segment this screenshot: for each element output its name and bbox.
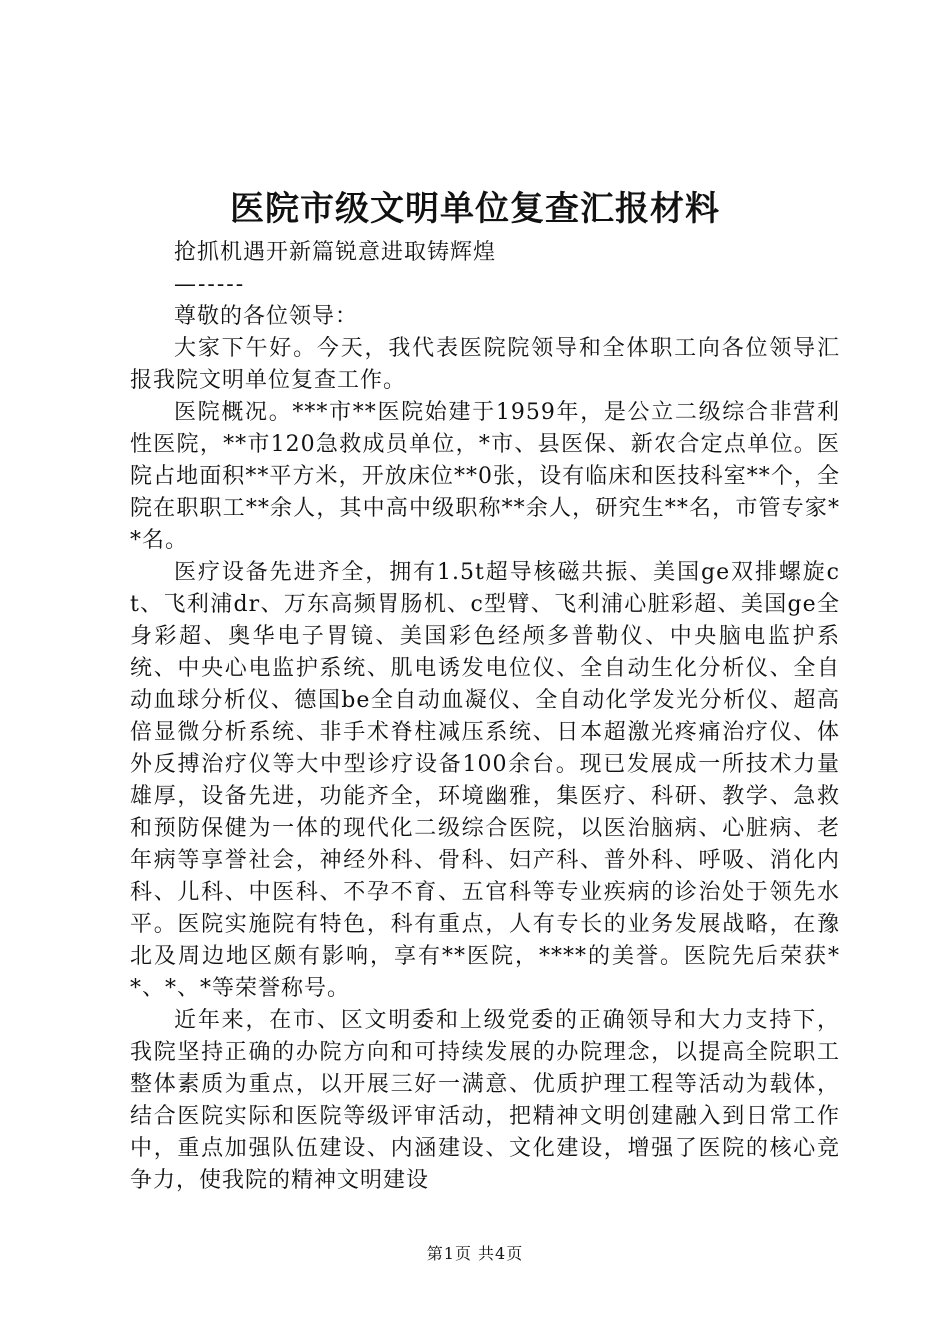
paragraph-overview: 医院概况。***市**医院始建于1959年，是公立二级综合非营利性医院，**市120急救成员单位，*市、县医保、新农合定点单位。医院占地面积**平方米，开放床位**0张，设有临床和医技科室**个，全院在职职工**余人，其中高中级职称**余人，研究生**名，市管专家**名。 — [130, 400, 840, 553]
subtitle: 抢抓机遇开新篇锐意进取铸辉煌 — [174, 240, 497, 265]
paragraph-greeting: 大家下午好。今天，我代表医院院领导和全体职工向各位领导汇报我院文明单位复查工作。 — [130, 336, 840, 393]
document-title: 医院市级文明单位复查汇报材料 — [230, 189, 720, 229]
page-footer: 第1页 共4页 — [426, 1244, 524, 1263]
paragraph-equipment: 医疗设备先进齐全，拥有1.5t超导核磁共振、美国ge双排螺旋ct、飞利浦dr、万东高频胃肠机、c型臂、飞利浦心脏彩超、美国ge全身彩超、奥华电子胃镜、美国彩色经颅多普勒仪、中央脑电监护系统、中央心电监护系统、肌电诱发电位仪、全自动生化分析仪、全自动血球分析仪、德国be全自动血凝仪、全自动化学发光分析仪、超高倍显微分析系统、非手术脊柱减压系统、日本超激光疼痛治疗仪、体外反搏治疗仪等大中型诊疗设备100余台。现已发展成一所技术力量雄厚，设备先进，功能齐全，环境幽雅，集医疗、科研、教学、急救和预防保健为一体的现代化二级综合医院，以医治脑病、心脏病、老年病等享誉社会，神经外科、骨科、妇产科、普外科、呼吸、消化内科、儿科、中医科、不孕不育、五官科等专业疾病的诊治处于领先水平。医院实施院有特色，科有重点，人有专长的业务发展战略，在豫北及周边地区颇有影响，享有**医院，****的美誉。医院先后荣获**、*、*等荣誉称号。 — [130, 560, 840, 1001]
salutation: 尊敬的各位领导： — [174, 304, 359, 329]
document-body — [130, 237, 840, 1197]
paragraph-recent-years: 近年来，在市、区文明委和上级党委的正确领导和大力支持下，我院坚持正确的办院方向和可持续发展的办院理念，以提高全院职工整体素质为重点，以开展三好一满意、优质护理工程等活动为载体，结合医院实际和医院等级评审活动，把精神文明创建融入到日常工作中，重点加强队伍建设、内涵建设、文化建设，增强了医院的核心竞争力，使我院的精神文明建设 — [130, 1008, 840, 1193]
separator-line: —----- — [174, 272, 246, 297]
